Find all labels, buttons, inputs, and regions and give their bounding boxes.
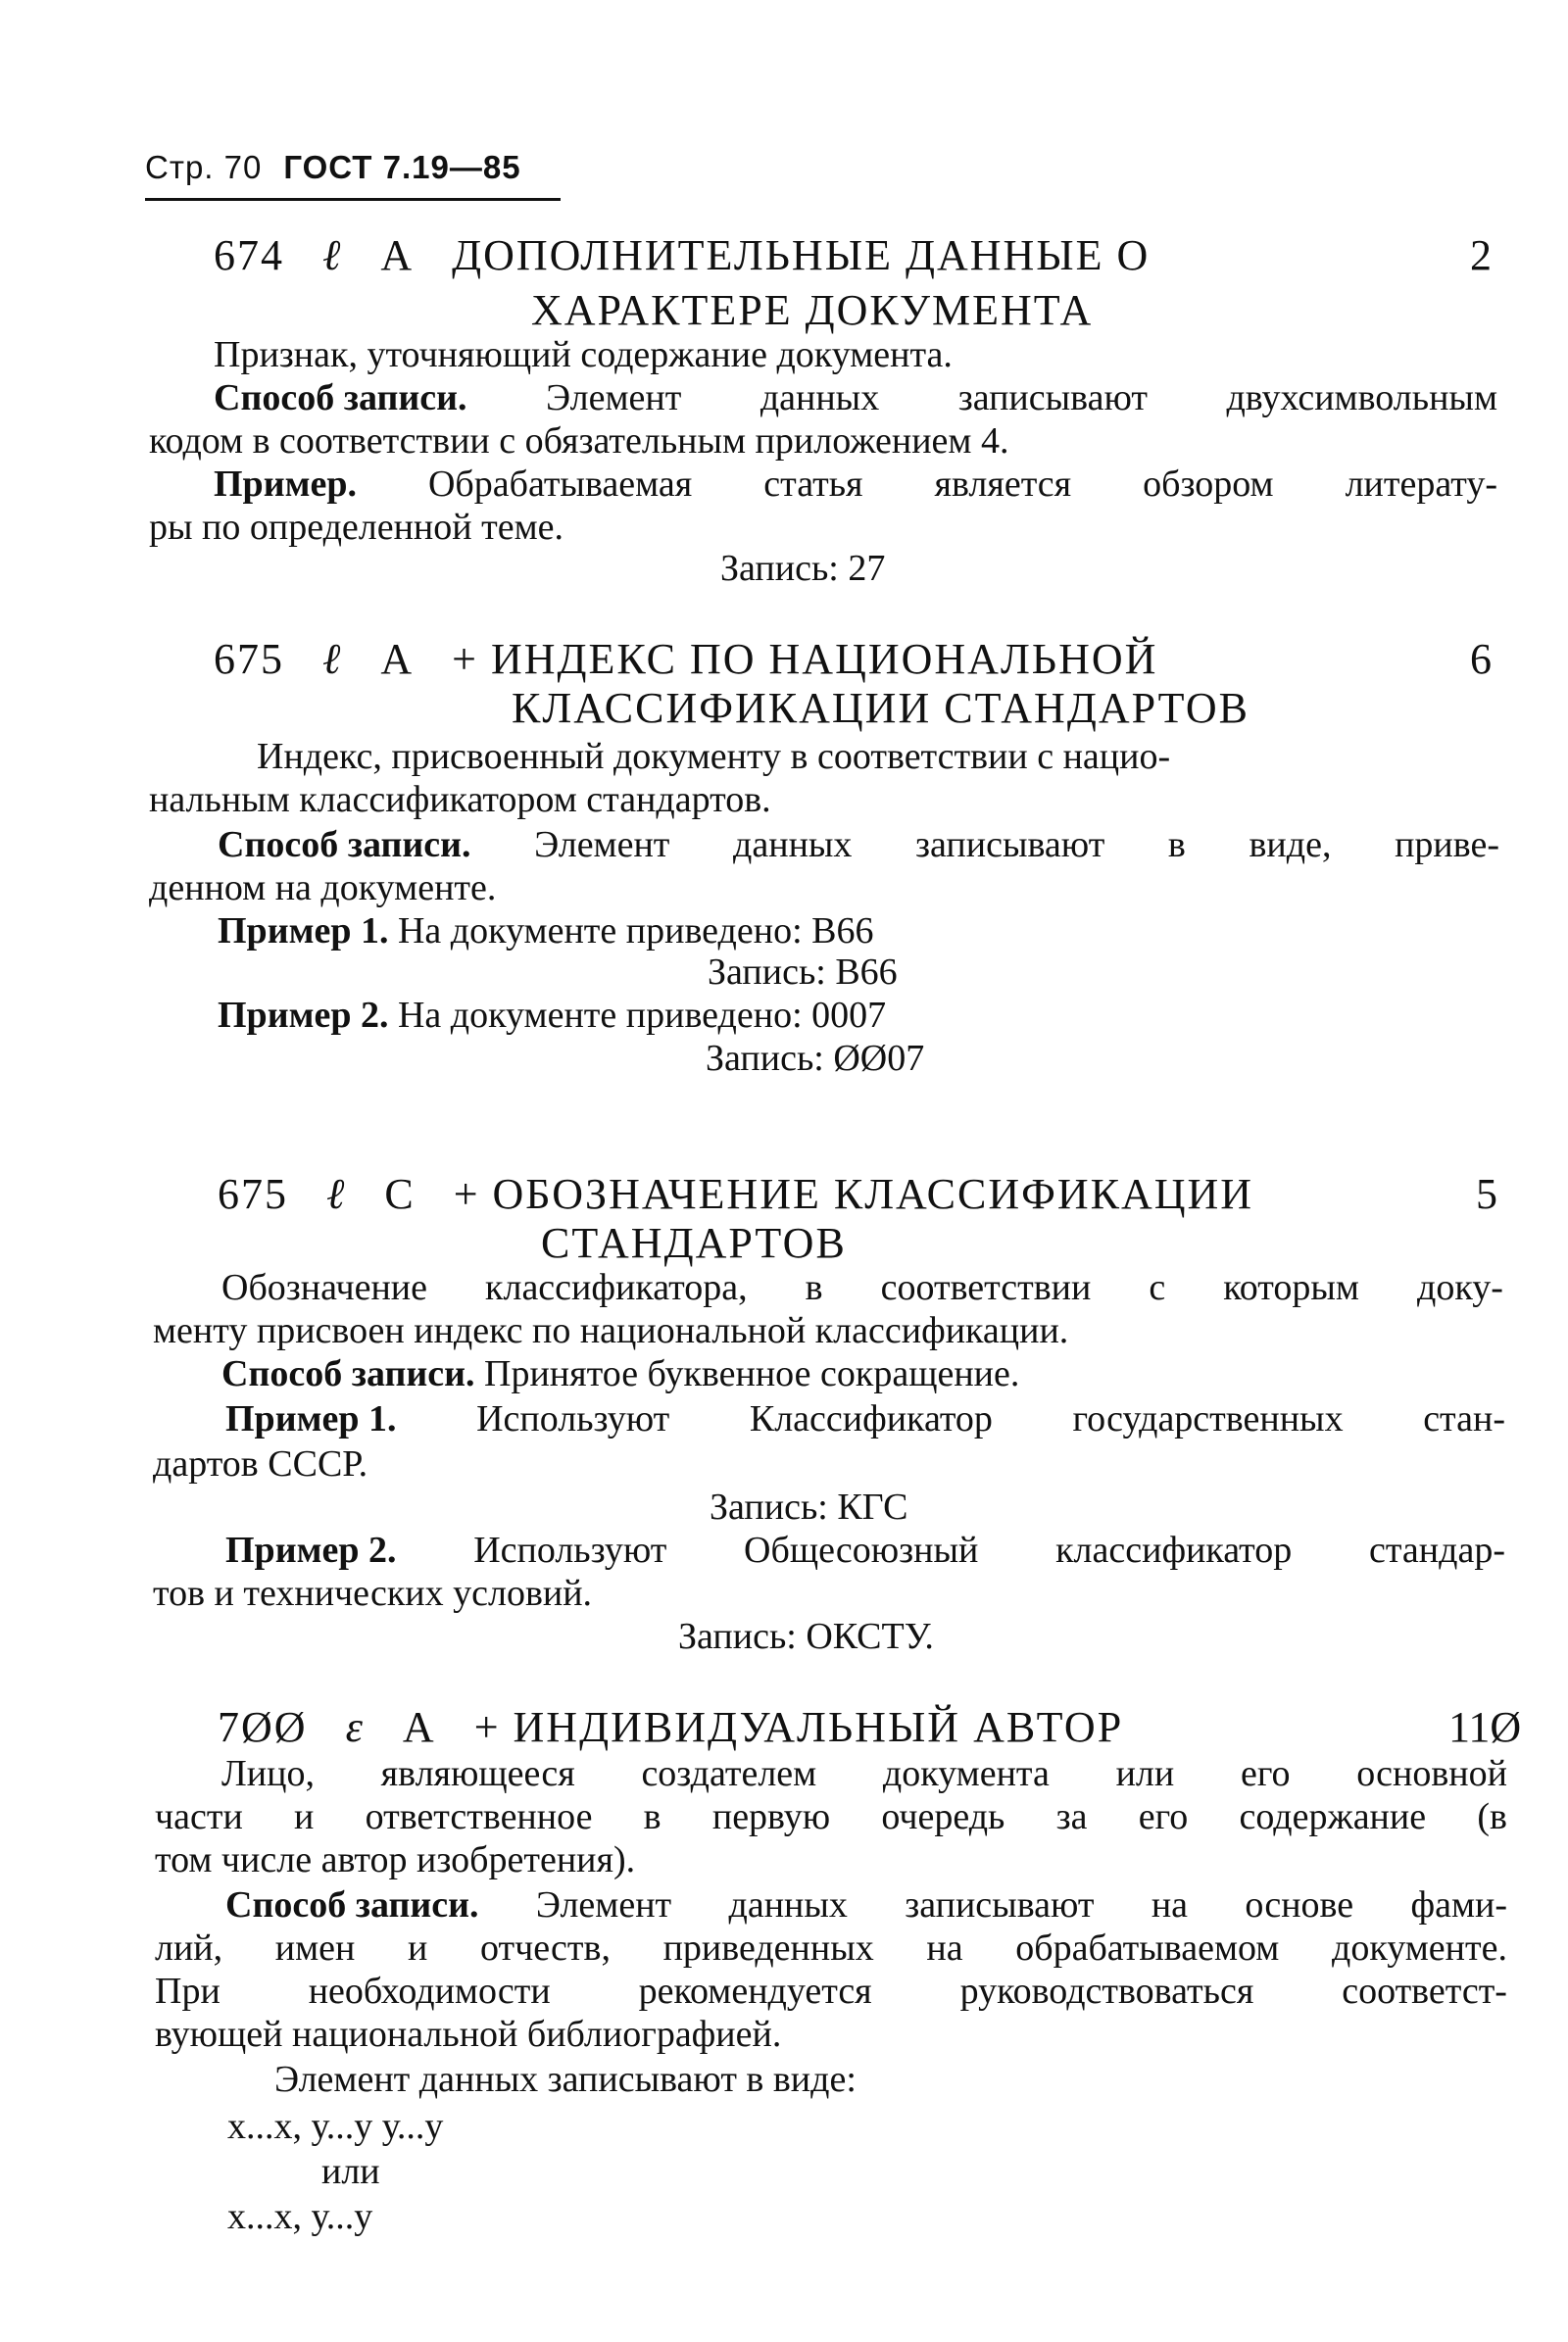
entry-700-form-intro: Элемент данных записывают в виде:: [274, 2059, 857, 2100]
entry-674-example-cont: ры по определенной теме.: [149, 507, 564, 548]
entry-675a-length: 6: [1470, 635, 1492, 683]
entry-674-heading: 674 ℓ А ДОПОЛНИТЕЛЬНЫЕ ДАННЫЕ О: [214, 231, 1151, 279]
entry-700-definition-end: том числе автор изобретения).: [155, 1839, 636, 1880]
entry-700-heading: 7ØØ ε А + ИНДИВИДУАЛЬНЫЙ АВТОР: [218, 1703, 1124, 1751]
entry-700-method-end: вующей национальной библиографией.: [155, 2014, 782, 2055]
entry-675a-method-cont: денном на документе.: [149, 867, 497, 908]
entry-675c-method: Способ записи. Принятое буквенное сокращение.: [221, 1353, 1020, 1394]
entry-700-form-or: или: [321, 2151, 380, 2192]
entry-675a-example-1: Пример 1. На документе приведено: В66: [218, 910, 874, 951]
entry-675c-example-2: Пример 2. Используют Общесоюзный классификатор стандар-: [225, 1530, 1505, 1571]
entry-674-definition: Признак, уточняющий содержание документа.: [214, 334, 953, 375]
entry-674-example: Пример. Обрабатываемая статья является обзором литерату-: [214, 464, 1497, 505]
entry-675c-example-2-cont: тов и технических условий.: [153, 1573, 593, 1614]
entry-674-length: 2: [1470, 231, 1492, 279]
entry-700-form-2: х...х, у...у: [227, 2196, 373, 2237]
entry-675c-example-1: Пример 1. Используют Классификатор государственных стан-: [225, 1398, 1505, 1439]
entry-700-method: Способ записи. Элемент данных записывают на основе фами-: [225, 1884, 1507, 1926]
entry-675c-heading: 675 ℓ С + ОБОЗНАЧЕНИЕ КЛАССИФИКАЦИИ: [218, 1170, 1254, 1218]
entry-675c-title-cont: СТАНДАРТОВ: [541, 1219, 847, 1267]
entry-700-method-cont-2: При необходимости рекомендуется руководствоваться соответст-: [155, 1971, 1507, 2012]
entry-675c-length: 5: [1476, 1170, 1497, 1218]
entry-675a-example-2: Пример 2. На документе приведено: 0007: [218, 995, 887, 1036]
entry-675c-example-2-record: Запись: ОКСТУ.: [678, 1616, 934, 1657]
entry-675a-example-1-record: Запись: В66: [708, 951, 898, 993]
entry-675c-definition: Обозначение классификатора, в соответствии с которым доку-: [221, 1267, 1503, 1308]
standard-designation: ГОСТ 7.19—85: [283, 149, 521, 185]
entry-674-title-cont: ХАРАКТЕРЕ ДОКУМЕНТА: [531, 286, 1094, 334]
entry-674-record: Запись: 27: [720, 548, 886, 589]
entry-675a-title-cont: КЛАССИФИКАЦИИ СТАНДАРТОВ: [512, 684, 1250, 732]
entry-675c-example-1-record: Запись: КГС: [710, 1487, 908, 1528]
entry-700-length: 11Ø: [1448, 1703, 1522, 1751]
entry-675a-heading: 675 ℓ А + ИНДЕКС ПО НАЦИОНАЛЬНОЙ: [214, 635, 1158, 683]
entry-700-definition-cont: части и ответственное в первую очередь за его содержание (в: [155, 1796, 1507, 1837]
page-number: Стр. 70: [145, 149, 263, 185]
entry-674-method: Способ записи. Элемент данных записывают двухсимвольным: [214, 377, 1497, 418]
entry-675a-definition: Индекс, присвоенный документу в соответствии с нацио-: [257, 736, 1171, 777]
entry-675a-definition-cont: нальным классификатором стандартов.: [149, 779, 771, 820]
entry-700-form-1: х...х, у...у у...у: [227, 2106, 444, 2147]
entry-700-definition: Лицо, являющееся создателем документа или его основной: [221, 1753, 1507, 1794]
entry-700-method-cont-1: лий, имен и отчеств, приведенных на обрабатываемом документе.: [155, 1927, 1507, 1969]
entry-674-method-cont: кодом в соответствии с обязательным приложением 4.: [149, 420, 1009, 462]
page-header: [145, 149, 521, 186]
entry-675a-example-2-record: Запись: ØØ07: [706, 1038, 925, 1079]
entry-675c-example-1-cont: дартов СССР.: [153, 1443, 368, 1485]
entry-675a-method: Способ записи. Элемент данных записывают в виде, приве-: [218, 824, 1499, 865]
entry-675c-definition-cont: менту присвоен индекс по национальной классификации.: [153, 1310, 1069, 1351]
header-rule: [145, 198, 561, 201]
